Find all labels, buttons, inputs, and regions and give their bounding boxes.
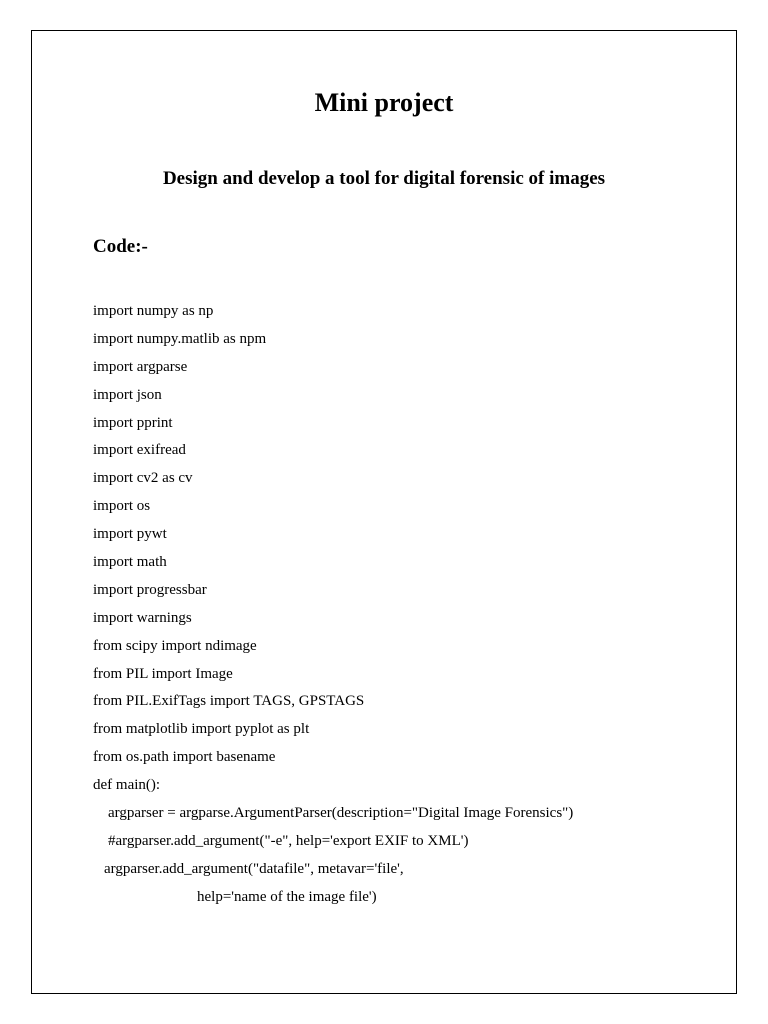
document-subtitle: Design and develop a tool for digital forensic of images	[162, 168, 606, 189]
code-line: argparser.add_argument("datafile", metavar='file',	[104, 860, 404, 877]
code-line: def main():	[93, 777, 161, 794]
code-line: import progressbar	[93, 581, 207, 598]
code-line: from PIL.ExifTags import TAGS, GPSTAGS	[93, 693, 365, 710]
code-line: from matplotlib import pyplot as plt	[93, 721, 310, 738]
code-line: import numpy as np	[93, 303, 214, 319]
code-line: import pprint	[93, 414, 173, 431]
code-line: from scipy import ndimage	[93, 637, 257, 654]
code-line: #argparser.add_argument("-e", help='export EXIF to XML')	[108, 832, 469, 849]
code-line: help='name of the image file')	[197, 888, 377, 905]
code-line: import cv2 as cv	[93, 470, 193, 487]
code-line: import numpy.matlib as npm	[93, 330, 267, 347]
code-line: import pywt	[93, 526, 167, 543]
code-line: import math	[93, 554, 167, 571]
code-listing	[93, 300, 713, 914]
code-line: import warnings	[93, 609, 192, 626]
code-line: import argparse	[93, 358, 188, 375]
code-line: import os	[93, 498, 151, 515]
code-line: argparser = argparse.ArgumentParser(description="Digital Image Forensics")	[108, 805, 574, 822]
code-line: import exifread	[93, 442, 186, 459]
code-line: import json	[93, 386, 162, 403]
code-heading: Code:-	[93, 236, 148, 257]
code-line: from os.path import basename	[93, 749, 276, 766]
code-line: from PIL import Image	[93, 665, 233, 682]
document-title: Mini project	[314, 88, 454, 117]
